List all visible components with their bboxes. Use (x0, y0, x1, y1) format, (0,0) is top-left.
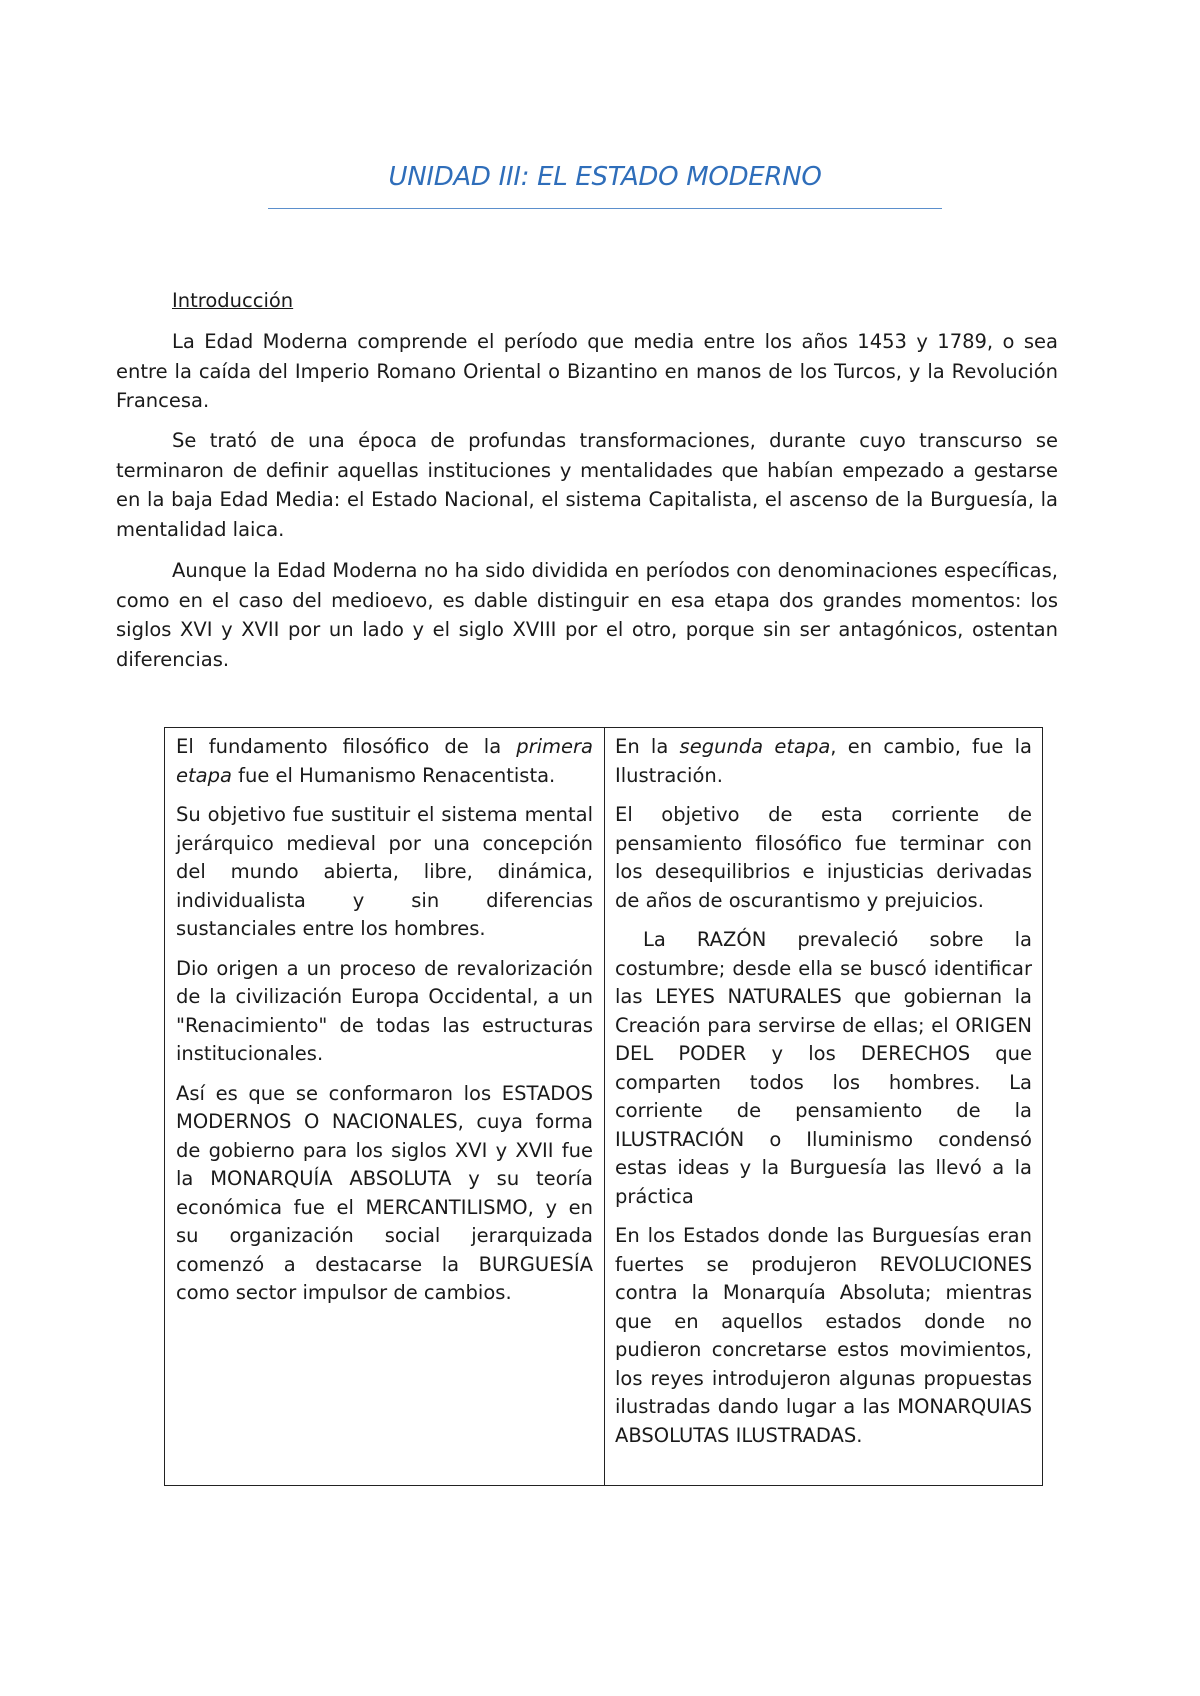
cell-text: En la (615, 735, 680, 758)
cell-paragraph: Así es que se conformaron los ESTADOS MODERNOS O NACIONALES, cuya forma de gobierno para los siglos XVI y XVII fue la MONARQUÍA ABSOLUTA y su teoría económica fue el MERCANTILISMO, y en su organización social jerarquizada comenzó a destacarse la BURGUESÍA como sector impulsor de cambios. (176, 1081, 593, 1304)
cell-text: El fundamento filosófico de la (176, 735, 517, 758)
table-column-divider (604, 728, 605, 1485)
cell-paragraph (176, 733, 593, 790)
section-heading: Introducción (172, 289, 294, 312)
cell-text: fue el Humanismo Renacentista. (231, 763, 556, 787)
cell-paragraph: El objetivo de esta corriente de pensamiento filosófico fue terminar con los desequilibrios e injusticias derivadas de años de oscurantismo y prejuicios. (615, 803, 1032, 912)
emphasis-text: segunda etapa (679, 735, 831, 758)
paragraph-text: Se trató de una época de profundas transformaciones, durante cuyo transcurso se terminaron de definir aquellas instituciones y mentalidades que habían empezado a gestarse en la baja Edad Media: el Estado Nacional, el sistema Capitalista, el ascenso de la Burguesía, la mentalidad laica. (116, 429, 1058, 541)
paragraph-text: Aunque la Edad Moderna no ha sido dividida en períodos con denominaciones específicas, como en el caso del medioevo, es dable distinguir en esa etapa dos grandes momentos: los siglos XVI y XVII por un lado y el siglo XVIII por el otro, porque sin ser antagónicos, ostentan diferencias. (116, 559, 1058, 671)
cell-paragraph: En los Estados donde las Burguesías eran fuertes se produjeron REVOLUCIONES contra la Monarquía Absoluta; mientras que en aquellos estados donde no pudieron concretarse estos movimientos, los reyes introdujeron algunas propuestas ilustradas dando lugar a las MONARQUIAS ABSOLUTAS ILUSTRADAS. (615, 1224, 1032, 1447)
intro-paragraph-1 (116, 327, 1058, 416)
emphasis-text: primera etapa (176, 735, 593, 787)
table-cell-primera-etapa (176, 733, 593, 1319)
title-underline-rule (268, 208, 942, 209)
cell-paragraph: Su objetivo fue sustituir el sistema mental jerárquico medieval por una concepción del mundo abierta, libre, dinámica, individualista y sin diferencias sustanciales entre los hombres. (176, 803, 593, 940)
table-cell-segunda-etapa (615, 733, 1032, 1461)
cell-paragraph (615, 733, 1032, 790)
cell-paragraph: La RAZÓN prevaleció sobre la costumbre; desde ella se buscó identificar las LEYES NATURALES que gobiernan la Creación para servirse de ellas; el ORIGEN DEL PODER y los DERECHOS que comparten todos los hombres. La corriente de pensamiento de la ILUSTRACIÓN o Iluminismo condensó estas ideas y la Burguesía las llevó a la práctica (615, 928, 1032, 1208)
paragraph-text: La Edad Moderna comprende el período que media entre los años 1453 y 1789, o sea entre la caída del Imperio Romano Oriental o Bizantino en manos de los Turcos, y la Revolución Francesa. (116, 330, 1058, 412)
comparison-table (164, 727, 1043, 1486)
intro-paragraph-3 (116, 556, 1058, 674)
cell-paragraph: Dio origen a un proceso de revalorización de la civilización Europa Occidental, a un "Renacimiento" de todas las estructuras institucionales. (176, 956, 593, 1065)
page-title: UNIDAD III: EL ESTADO MODERNO (388, 162, 822, 192)
intro-paragraph-2 (116, 426, 1058, 544)
cell-text: , en cambio, fue la Ilustración. (615, 735, 1033, 787)
